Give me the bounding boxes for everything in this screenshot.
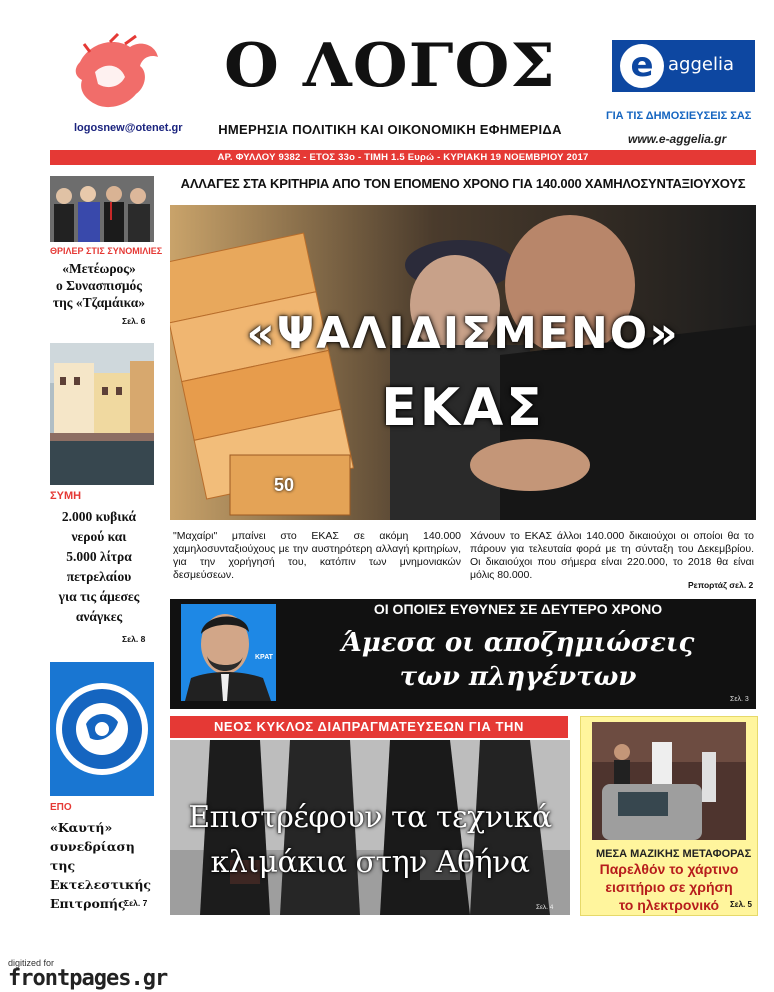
masthead-email[interactable]: logosnew@otenet.gr <box>74 122 183 134</box>
sidebar-page-2: Σελ. 8 <box>122 634 146 644</box>
sidebar-headline-1-line: ο Συνασπισμός <box>56 278 142 293</box>
transport-kicker: ΜΕΣΑ ΜΑΖΙΚΗΣ ΜΕΤΑΦΟΡΑΣ <box>596 848 752 860</box>
lead-photo[interactable] <box>170 205 756 520</box>
masthead-title: Ο ΛΟΓΟΣ <box>223 31 557 101</box>
eaggelia-url[interactable]: www.e-aggelia.gr <box>628 132 727 146</box>
transport-headline-line: Παρελθόν το χάρτινο <box>599 861 739 877</box>
sidebar-headline-3-line: «Καυτή» <box>50 820 113 835</box>
eaggelia-ad-logo[interactable] <box>612 40 755 92</box>
sidebar-headline-3-line: της Εκτελεστικής <box>50 858 152 892</box>
issue-bar <box>50 150 756 165</box>
lead-body-right: Χάνουν το ΕΚΑΣ άλλοι 140.000 δικαιούχοι οι οποίοι θα το πάρουν για τελευταία φορά με τη σύνταξη του Δεκεμβρίου. Οι δικαιούχοι που σήμερα είναι 220.000, το 2018 θα είναι μόλις 80.000. <box>470 530 754 581</box>
transport-photo <box>592 722 746 840</box>
negotiation-headline-line2[interactable]: κλιμάκια στην Αθήνα <box>210 845 530 880</box>
sidebar-page-1: Σελ. 6 <box>122 316 146 326</box>
transport-headline[interactable] <box>584 860 754 914</box>
sidebar-headline-1[interactable] <box>44 260 154 311</box>
negotiation-page: Σελ. 4 <box>536 904 554 911</box>
compensation-headline-line2: των πληγέντων <box>399 662 637 692</box>
sidebar-kicker-2: ΣΥΜΗ <box>50 490 82 502</box>
compensation-headline-line1: Άμεσα οι αποζημιώσεις <box>341 628 695 658</box>
sidebar-headline-2-line: 2.000 κυβικά <box>61 509 137 524</box>
sidebar-emblem-epo[interactable] <box>50 662 154 796</box>
footer-site: frontpages.gr <box>8 966 168 991</box>
compensation-portrait <box>181 604 276 701</box>
eaggelia-e-icon: e <box>620 44 664 88</box>
negotiation-headline-line1[interactable]: Επιστρέφουν τα τεχνικά <box>188 800 552 835</box>
sidebar-headline-2-line: 5.000 λίτρα <box>66 549 132 564</box>
footer-digitized: digitized for <box>8 958 55 968</box>
footer-credit[interactable] <box>8 958 167 991</box>
sidebar-headline-1-line: «Μετέωρος» <box>62 261 136 276</box>
transport-headline-line: το ηλεκτρονικό <box>618 897 720 913</box>
portrait-caption: ΚΡΑΤ <box>255 654 273 661</box>
sidebar-headline-1-line: της «Τζαμάικα» <box>52 295 146 310</box>
sidebar-headline-2[interactable] <box>44 508 154 625</box>
banknote-label: 50 <box>274 475 295 495</box>
sidebar-headline-2-line: ανάγκες <box>75 609 123 624</box>
negotiation-kicker: ΝΕΟΣ ΚΥΚΛΟΣ ΔΙΑΠΡΑΓΜΑΤΕΥΣΕΩΝ ΓΙΑ ΤΗΝ <box>170 716 568 738</box>
sidebar-headline-2-line: νερού και <box>71 529 127 544</box>
sidebar-headline-3-line: Επιτροπής <box>50 896 126 911</box>
lead-headline-line1[interactable]: «ΨΑΛΙΔΙΣΜΕΝΟ» <box>246 308 680 359</box>
sidebar-headline-2-line: για τις άμεσες <box>58 589 140 604</box>
transport-headline-line: εισιτήριο σε χρήση <box>605 879 733 895</box>
sidebar-page-3: Σελ. 7 <box>124 898 148 908</box>
masthead-subtitle: ΗΜΕΡΗΣΙΑ ΠΟΛΙΤΙΚΗ ΚΑΙ ΟΙΚΟΝΟΜΙΚΗ ΕΦΗΜΕΡΙΔΑ <box>218 122 562 137</box>
sidebar-photo-symi[interactable] <box>50 343 154 485</box>
transport-page: Σελ. 5 <box>730 900 752 909</box>
compensation-page: Σελ. 3 <box>730 696 749 703</box>
compensation-kicker: ΟΙ ΟΠΟΙΕΣ ΕΥΘΥΝΕΣ ΣΕ ΔΕΥΤΕΡΟ ΧΡΟΝΟ <box>373 601 663 617</box>
sidebar-headline-2-line: πετρελαίου <box>66 569 132 584</box>
sidebar-kicker-1: ΘΡΙΛΕΡ ΣΤΙΣ ΣΥΝΟΜΙΛΙΕΣ <box>50 246 163 256</box>
eaggelia-wordmark: aggelia <box>668 54 734 75</box>
sidebar-kicker-3: ΕΠΟ <box>50 802 72 813</box>
masthead-logo-figure <box>70 32 165 117</box>
eaggelia-tagline: ΓΙΑ ΤΙΣ ΔΗΜΟΣΙΕΥΣΕΙΣ ΣΑΣ <box>606 110 752 122</box>
sidebar-headline-3-line: συνεδρίαση <box>50 839 135 854</box>
sidebar-emblem-text <box>50 662 51 663</box>
sidebar-photo-politicians[interactable] <box>50 176 154 242</box>
lead-overline: ΑΛΛΑΓΕΣ ΣΤΑ ΚΡΙΤΗΡΙΑ ΑΠΟ ΤΟΝ ΕΠΟΜΕΝΟ ΧΡΟΝΟ ΓΙΑ 140.000 ΧΑΜΗΛΟΣΥΝΤΑΞΙΟΥΧΟΥΣ <box>180 176 746 191</box>
lead-body-left: "Μαχαίρι" μπαίνει στο ΕΚΑΣ σε ακόμη 140.000 χαμηλοσυνταξιούχους με την αυστηρότερη αλλαγή κριτηρίων, για την χορήγησή του, κατόπιν των μνημονιακών δεσμεύσεων. <box>173 530 461 581</box>
issue-line: ΑΡ. ΦΥΛΛΟΥ 9382 - ΕΤΟΣ 33ο - ΤΙΜΗ 1.5 Ευρώ - ΚΥΡΙΑΚΗ 19 ΝΟΕΜΒΡΙΟΥ 2017 <box>217 152 589 163</box>
lead-headline-line2[interactable]: ΕΚΑΣ <box>381 378 545 438</box>
lead-report-link[interactable]: Ρεπορτάζ σελ. 2 <box>688 580 754 590</box>
